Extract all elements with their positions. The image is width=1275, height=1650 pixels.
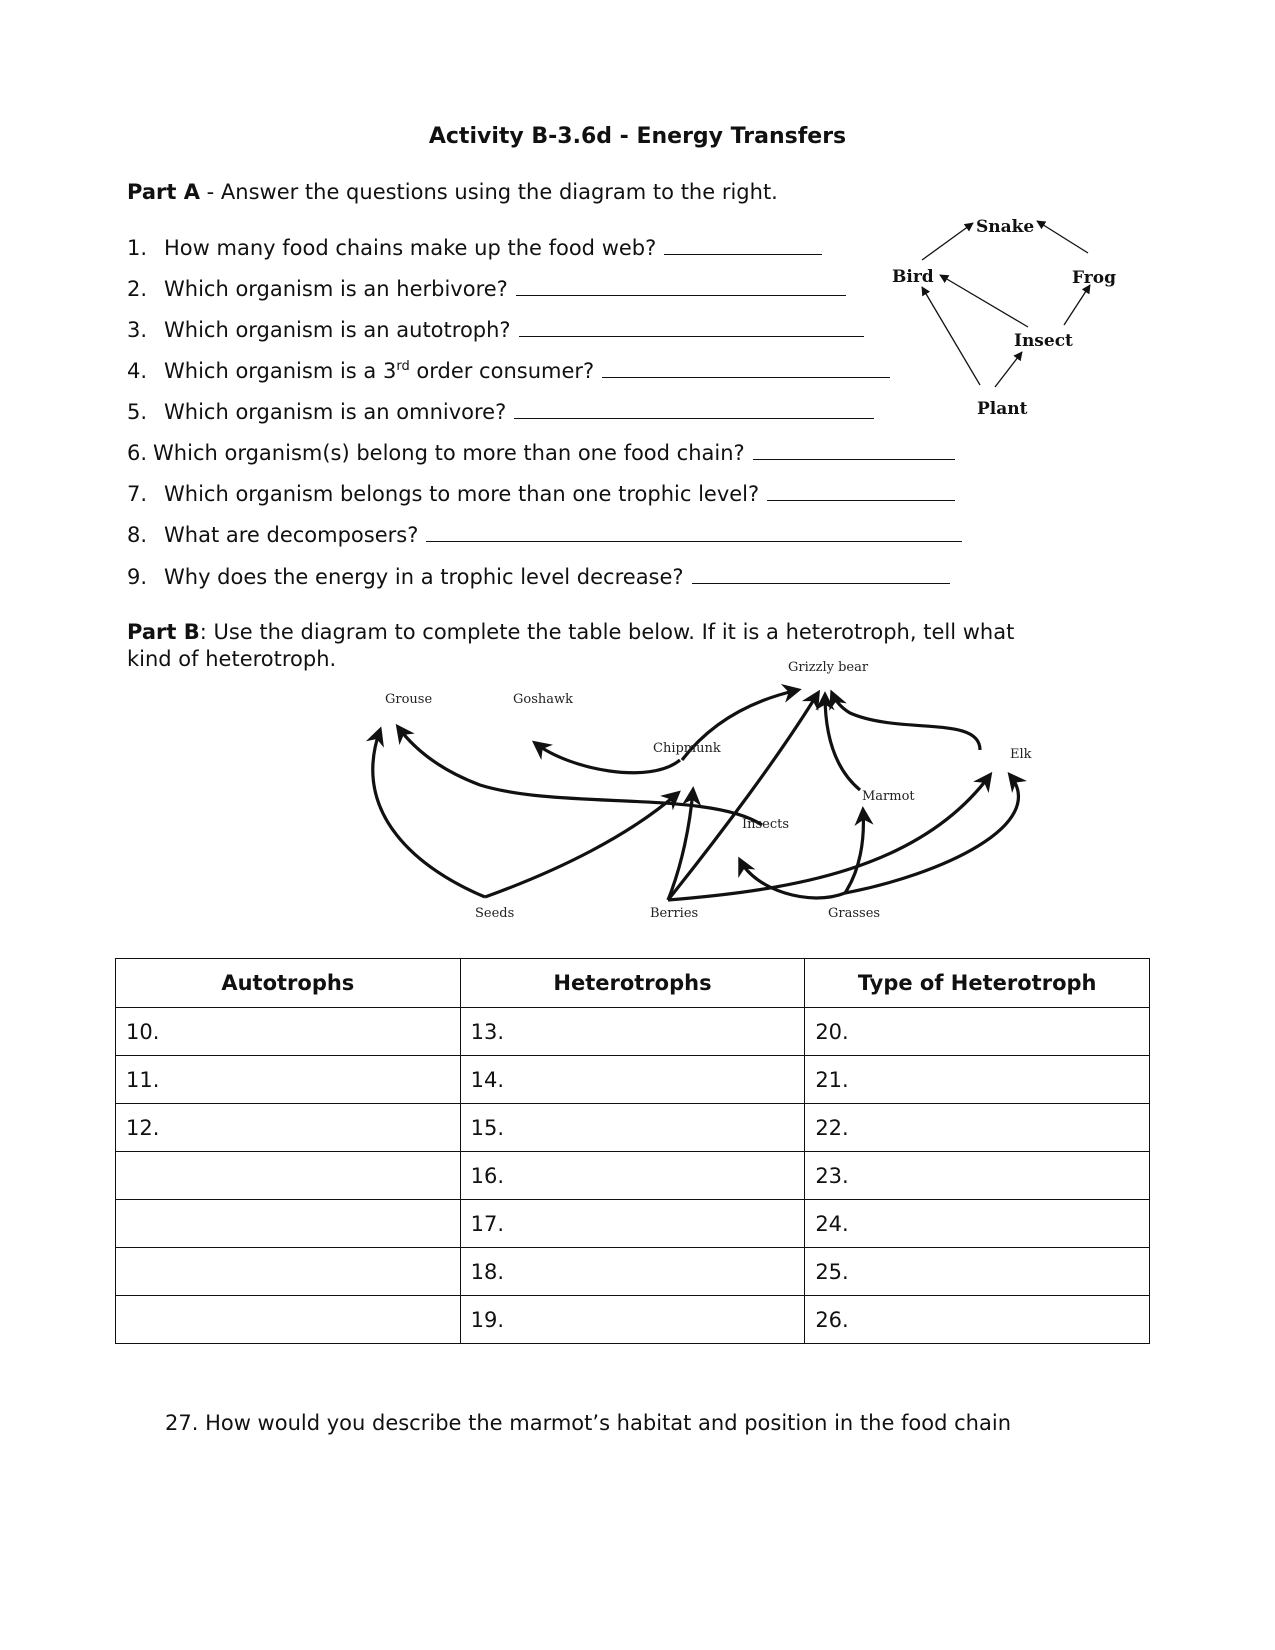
part-b-heading (127, 620, 1014, 644)
bird-label: Bird (892, 267, 934, 287)
arrow-grasses-to-marmot (845, 810, 863, 893)
table-cell[interactable]: 17. (460, 1200, 805, 1248)
question-number: 3. (127, 318, 148, 342)
answer-blank[interactable] (514, 400, 874, 419)
table-cell[interactable]: 22. (805, 1104, 1150, 1152)
table-cell[interactable]: 11. (116, 1056, 461, 1104)
part-b-instruction: : Use the diagram to complete the table below. If it is a heterotroph, tell what (199, 620, 1015, 644)
question-text: Which organism is an omnivore? (164, 400, 507, 424)
table-cell[interactable]: 25. (805, 1248, 1150, 1296)
table-cell[interactable]: 19. (460, 1296, 805, 1344)
page-title: Activity B-3.6d - Energy Transfers (428, 124, 847, 149)
question-number: 9. (127, 565, 148, 589)
table-cell[interactable]: 14. (460, 1056, 805, 1104)
table-cell[interactable]: 21. (805, 1056, 1150, 1104)
arrow-seeds-to-chipmunk (485, 793, 678, 897)
table-cell[interactable]: 12. (116, 1104, 461, 1152)
question-number: 4. (127, 359, 148, 383)
arrow-frog-to-snake (1037, 221, 1088, 253)
table-cell[interactable]: 16. (460, 1152, 805, 1200)
question-number: 7. (127, 482, 148, 506)
answer-blank[interactable] (753, 441, 955, 460)
question-number: 6. (127, 441, 148, 465)
question-text: Which organism is an herbivore? (164, 277, 508, 301)
snake-label: Snake (976, 217, 1035, 237)
question-9 (127, 565, 950, 589)
grizzly-bear-label: Grizzly bear (788, 660, 869, 675)
question-text: order consumer? (409, 359, 595, 383)
table-cell[interactable]: 13. (460, 1008, 805, 1056)
part-a-heading (127, 180, 778, 204)
small-food-web-diagram (880, 205, 1140, 435)
table-cell[interactable]: 23. (805, 1152, 1150, 1200)
question-2 (127, 277, 846, 301)
table-row (116, 1296, 1150, 1344)
table-row (116, 1008, 1150, 1056)
arrow-insect-to-bird (940, 275, 1028, 327)
answer-blank[interactable] (602, 359, 890, 378)
arrow-plant-to-bird (922, 287, 980, 385)
arrow-berries-to-grizzly (668, 693, 818, 900)
elk-label: Elk (1010, 747, 1032, 762)
part-a-instruction: - Answer the questions using the diagram to the right. (199, 180, 778, 204)
plant-label: Plant (977, 399, 1028, 419)
question-number: 2. (127, 277, 148, 301)
table-cell[interactable] (116, 1152, 461, 1200)
question-27: 27. How would you describe the marmot’s habitat and position in the food chain (165, 1411, 1011, 1435)
question-text: Which organism is an autotroph? (164, 318, 511, 342)
table-row (116, 1152, 1150, 1200)
answer-blank[interactable] (664, 236, 822, 255)
question-number: 5. (127, 400, 148, 424)
arrow-elk-to-grizzly (832, 693, 980, 750)
table-cell[interactable] (116, 1296, 461, 1344)
question-3 (127, 318, 864, 342)
header-type-of-heterotroph: Type of Heterotroph (805, 959, 1150, 1008)
question-8 (127, 523, 962, 547)
answer-blank[interactable] (519, 318, 864, 337)
question-6 (127, 441, 955, 465)
goshawk-label: Goshawk (513, 692, 574, 707)
question-text: Which organism is a 3 (164, 359, 397, 383)
answer-blank[interactable] (767, 482, 955, 501)
part-b-instruction-line2: kind of heterotroph. (127, 647, 337, 671)
arrow-seeds-to-grouse (373, 730, 485, 897)
chipmunk-label: Chipmunk (653, 741, 721, 756)
part-b-label: Part B (127, 620, 200, 644)
table-row (116, 1056, 1150, 1104)
question-number: 1. (127, 236, 148, 260)
arrow-grasses-to-insects (740, 860, 845, 898)
question-7 (127, 482, 955, 506)
question-4 (127, 359, 890, 383)
header-autotrophs: Autotrophs (116, 959, 461, 1008)
table-cell[interactable]: 15. (460, 1104, 805, 1152)
arrow-bird-to-snake (922, 223, 973, 260)
table-cell[interactable]: 24. (805, 1200, 1150, 1248)
question-number: 8. (127, 523, 148, 547)
answer-blank[interactable] (692, 565, 950, 584)
header-heterotrophs: Heterotrophs (460, 959, 805, 1008)
frog-label: Frog (1072, 268, 1116, 288)
large-food-web-diagram (360, 660, 1080, 935)
question-text: What are decomposers? (164, 523, 419, 547)
ordinal-superscript: rd (396, 359, 410, 374)
table-cell[interactable] (116, 1200, 461, 1248)
table-cell[interactable]: 26. (805, 1296, 1150, 1344)
question-text: Why does the energy in a trophic level decrease? (164, 565, 684, 589)
trophic-table (115, 958, 1150, 1344)
insect-label: Insect (1014, 331, 1073, 351)
grouse-label: Grouse (385, 692, 433, 707)
question-1 (127, 236, 822, 260)
seeds-label: Seeds (475, 906, 515, 921)
table-cell[interactable]: 20. (805, 1008, 1150, 1056)
table-header-row (116, 959, 1150, 1008)
table-cell[interactable]: 10. (116, 1008, 461, 1056)
question-5 (127, 400, 874, 424)
table-cell[interactable]: 18. (460, 1248, 805, 1296)
table-row (116, 1200, 1150, 1248)
marmot-label: Marmot (862, 789, 915, 804)
table-row (116, 1248, 1150, 1296)
question-text: Which organism belongs to more than one trophic level? (164, 482, 760, 506)
arrow-insect-to-frog (1064, 285, 1090, 325)
question-text: How many food chains make up the food web? (164, 236, 657, 260)
table-cell[interactable] (116, 1248, 461, 1296)
question-text: Which organism(s) belong to more than one food chain? (153, 441, 745, 465)
table-row (116, 1104, 1150, 1152)
answer-blank[interactable] (516, 277, 846, 296)
berries-label: Berries (650, 906, 699, 921)
answer-blank[interactable] (426, 523, 962, 542)
grasses-label: Grasses (828, 906, 881, 921)
part-a-label: Part A (127, 180, 200, 204)
insects-label: Insects (742, 817, 790, 832)
arrow-plant-to-insect (995, 352, 1022, 387)
